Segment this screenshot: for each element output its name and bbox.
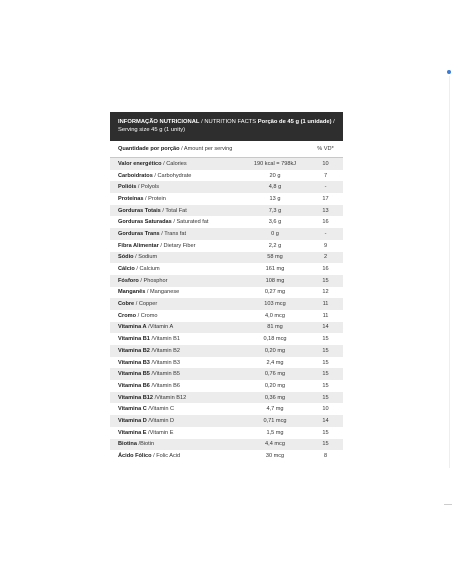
nutrient-daily-value: 12 — [308, 287, 343, 299]
nutrient-name-pt: Vitamina E — [118, 429, 147, 436]
table-row — [110, 322, 343, 334]
nutrient-daily-value: 15 — [308, 380, 343, 392]
nutrient-name — [110, 403, 242, 415]
nutrient-daily-value: 16 — [308, 263, 343, 275]
table-row — [110, 275, 343, 287]
nutrient-name-pt: Biotina — [118, 441, 137, 448]
nutrient-name-en: / Dietary Fiber — [158, 242, 196, 249]
nutrient-amount: 4,7 mg — [242, 403, 308, 415]
nutrient-name — [110, 415, 242, 427]
header-bold: Quantidade por porção — [118, 146, 180, 152]
nutrient-name-en: /Vitamin B5 — [149, 371, 180, 378]
nutrient-name — [110, 205, 242, 217]
nutrient-name — [110, 310, 242, 322]
nutrient-name-en: / Protein — [143, 195, 166, 202]
nutrient-daily-value: 15 — [308, 392, 343, 404]
nutrient-name-pt: Vitamina A — [118, 324, 147, 331]
nutrient-name — [110, 380, 242, 392]
nutrient-name-pt: Fibra Alimentar — [118, 242, 159, 249]
nutrient-amount: 0,36 mg — [242, 392, 308, 404]
table-row — [110, 439, 343, 451]
nutrient-amount: 7,3 g — [242, 205, 308, 217]
nutrient-amount: 2,2 g — [242, 240, 308, 252]
nutrient-amount: 0 g — [242, 228, 308, 240]
header-vd: % VD* — [308, 141, 343, 158]
nutrient-amount: 0,20 mg — [242, 380, 308, 392]
nutrient-name-pt: Vitamina B5 — [118, 371, 150, 378]
nutrient-name — [110, 181, 242, 193]
nutrient-name-pt: Vitamina B3 — [118, 359, 150, 366]
nutrient-amount: 1,5 mg — [242, 427, 308, 439]
table-row — [110, 380, 343, 392]
nutrient-name-en: / Manganese — [145, 289, 180, 296]
table-row — [110, 228, 343, 240]
nutrient-name-en: / Total Fat — [160, 207, 187, 214]
nutrient-amount: 0,18 mcg — [242, 333, 308, 345]
table-row — [110, 287, 343, 299]
table-row — [110, 415, 343, 427]
scroll-indicator-dot[interactable] — [447, 70, 451, 74]
table-row — [110, 357, 343, 369]
nutrient-amount: 0,71 mcg — [242, 415, 308, 427]
nutrient-name-pt: Fósforo — [118, 277, 139, 284]
nutrient-name — [110, 216, 242, 228]
nutrient-name-en: /Vitamin C — [146, 406, 175, 413]
table-row — [110, 216, 343, 228]
nutrient-daily-value: 16 — [308, 216, 343, 228]
nutrient-name-en: / Calcium — [134, 266, 160, 273]
nutrient-daily-value: - — [308, 181, 343, 193]
nutrient-daily-value: 11 — [308, 298, 343, 310]
header-amount-per-serving — [110, 141, 308, 158]
nutrient-name-pt: Vitamina B12 — [118, 394, 154, 401]
nutrient-amount: 4,8 g — [242, 181, 308, 193]
nutrient-name-en: / Calories — [161, 160, 187, 167]
table-row — [110, 205, 343, 217]
nutrient-amount: 161 mg — [242, 263, 308, 275]
nutrient-amount: 0,27 mg — [242, 287, 308, 299]
nutrient-name-pt: Gorduras Trans — [118, 230, 160, 237]
nutrient-daily-value: 15 — [308, 345, 343, 357]
title-serving-normal: / Serving size 45 g (1 unity) — [118, 118, 335, 133]
nutrient-name — [110, 228, 242, 240]
nutrient-amount: 3,6 g — [242, 216, 308, 228]
nutrient-amount: 13 g — [242, 193, 308, 205]
nutrient-name — [110, 287, 242, 299]
nutrient-daily-value: 15 — [308, 368, 343, 380]
page-edge-divider — [444, 504, 452, 505]
nutrient-name-en: /Vitamin D — [146, 417, 175, 424]
nutrient-amount: 103 mcg — [242, 298, 308, 310]
table-title-row — [110, 112, 343, 141]
nutrient-name — [110, 193, 242, 205]
nutrient-name-pt: Manganês — [118, 289, 146, 296]
table-row — [110, 240, 343, 252]
nutrient-name-pt: Cobre — [118, 301, 135, 308]
table-row — [110, 298, 343, 310]
nutrient-daily-value: 2 — [308, 252, 343, 264]
nutrient-daily-value: 8 — [308, 450, 343, 462]
nutrient-amount: 2,4 mg — [242, 357, 308, 369]
header-normal: / Amount per serving — [179, 146, 233, 152]
nutrient-daily-value: 17 — [308, 193, 343, 205]
nutrient-name — [110, 450, 242, 462]
nutrient-name-pt: Vitamina B1 — [118, 336, 150, 343]
table-row — [110, 158, 343, 170]
nutrient-name — [110, 263, 242, 275]
nutrient-amount: 0,76 mg — [242, 368, 308, 380]
nutrient-name-en: / Copper — [134, 301, 158, 308]
nutrient-name — [110, 368, 242, 380]
nutrient-amount: 190 kcal = 798kJ — [242, 158, 308, 170]
nutrient-name — [110, 252, 242, 264]
nutrient-name-en: /Vitamin B1 — [149, 336, 180, 343]
nutrient-name-en: /Vitamin B3 — [149, 359, 180, 366]
nutrient-name — [110, 158, 242, 170]
table-row — [110, 392, 343, 404]
nutrient-name-en: / Carbohydrate — [152, 172, 192, 179]
nutrient-daily-value: 15 — [308, 427, 343, 439]
nutrient-daily-value: 15 — [308, 333, 343, 345]
nutrient-name — [110, 322, 242, 334]
nutrient-daily-value: 7 — [308, 170, 343, 182]
nutrient-daily-value: 10 — [308, 158, 343, 170]
title-serving-bold: Porção de 45 g (1 unidade) — [257, 118, 332, 125]
nutrient-name — [110, 170, 242, 182]
nutrient-name-en: /Vitamin B2 — [149, 347, 180, 354]
nutrient-name-pt: Sódio — [118, 254, 134, 261]
table-row — [110, 193, 343, 205]
nutrient-daily-value: 14 — [308, 322, 343, 334]
nutrient-name-pt: Ácido Fólico — [118, 453, 152, 460]
nutrient-name — [110, 275, 242, 287]
nutrient-daily-value: 14 — [308, 415, 343, 427]
nutrient-name-en: / Sodium — [133, 254, 158, 261]
nutrient-daily-value: 9 — [308, 240, 343, 252]
nutrient-name-pt: Valor energético — [118, 160, 162, 167]
table-header-row — [110, 141, 343, 158]
nutrient-name-en: /Vitamin B12 — [153, 394, 187, 401]
table-row — [110, 170, 343, 182]
nutrient-name-pt: Vitamina D — [118, 417, 147, 424]
nutrient-amount: 108 mg — [242, 275, 308, 287]
nutrient-daily-value: 15 — [308, 357, 343, 369]
table-row — [110, 181, 343, 193]
nutrient-amount: 20 g — [242, 170, 308, 182]
nutrient-name-en: / Folic Acid — [151, 453, 181, 460]
nutrient-name-pt: Vitamina C — [118, 406, 147, 413]
nutrient-name — [110, 240, 242, 252]
nutrient-daily-value: - — [308, 228, 343, 240]
title-bold-part: INFORMAÇÃO NUTRICIONAL — [118, 118, 200, 125]
nutrient-name-en: / Saturated fat — [171, 219, 209, 226]
nutrient-name — [110, 333, 242, 345]
nutrient-name-pt: Carboidratos — [118, 172, 153, 179]
nutrient-name-en: /Vitamin A — [146, 324, 174, 331]
table-row — [110, 310, 343, 322]
table-title — [110, 112, 343, 141]
nutrient-amount: 30 mcg — [242, 450, 308, 462]
table-row — [110, 345, 343, 357]
title-mid-part: / NUTRITION FACTS — [199, 118, 258, 125]
nutrition-facts-table — [110, 112, 343, 462]
nutrient-name-en: /Biotin — [136, 441, 155, 448]
nutrient-name-en: / Polyols — [136, 184, 160, 191]
nutrient-name-pt: Cálcio — [118, 266, 135, 273]
nutrient-daily-value: 15 — [308, 439, 343, 451]
nutrient-daily-value: 10 — [308, 403, 343, 415]
nutrient-name-en: / Cromo — [136, 312, 158, 319]
scrollbar-track[interactable] — [449, 76, 450, 468]
nutrient-name-en: /Vitamin B6 — [149, 382, 180, 389]
nutrient-name — [110, 427, 242, 439]
nutrient-name — [110, 392, 242, 404]
nutrient-name-en: / Phosphor — [138, 277, 168, 284]
nutrient-name — [110, 439, 242, 451]
nutrient-name-pt: Polióis — [118, 184, 137, 191]
nutrient-amount: 81 mg — [242, 322, 308, 334]
table-row — [110, 333, 343, 345]
nutrient-amount: 4,0 mcg — [242, 310, 308, 322]
nutrient-name-pt: Gorduras Totais — [118, 207, 161, 214]
nutrient-name-pt: Proteínas — [118, 195, 144, 202]
nutrient-name-pt: Vitamina B2 — [118, 347, 150, 354]
table-row — [110, 263, 343, 275]
nutrient-name-en: /Vitamin E — [146, 429, 174, 436]
table-row — [110, 450, 343, 462]
nutrient-daily-value: 15 — [308, 275, 343, 287]
table-row — [110, 403, 343, 415]
nutrient-name — [110, 357, 242, 369]
nutrient-name — [110, 345, 242, 357]
nutrient-name-pt: Cromo — [118, 312, 137, 319]
nutrient-name-pt: Gorduras Saturadas — [118, 219, 172, 226]
table-row — [110, 368, 343, 380]
nutrient-amount: 0,20 mg — [242, 345, 308, 357]
nutrient-daily-value: 13 — [308, 205, 343, 217]
nutrient-name-en: / Trans fat — [159, 230, 187, 237]
table-row — [110, 252, 343, 264]
nutrient-name — [110, 298, 242, 310]
nutrient-amount: 58 mg — [242, 252, 308, 264]
table-row — [110, 427, 343, 439]
nutrient-name-pt: Vitamina B6 — [118, 382, 150, 389]
nutrient-daily-value: 11 — [308, 310, 343, 322]
nutrient-amount: 4,4 mcg — [242, 439, 308, 451]
